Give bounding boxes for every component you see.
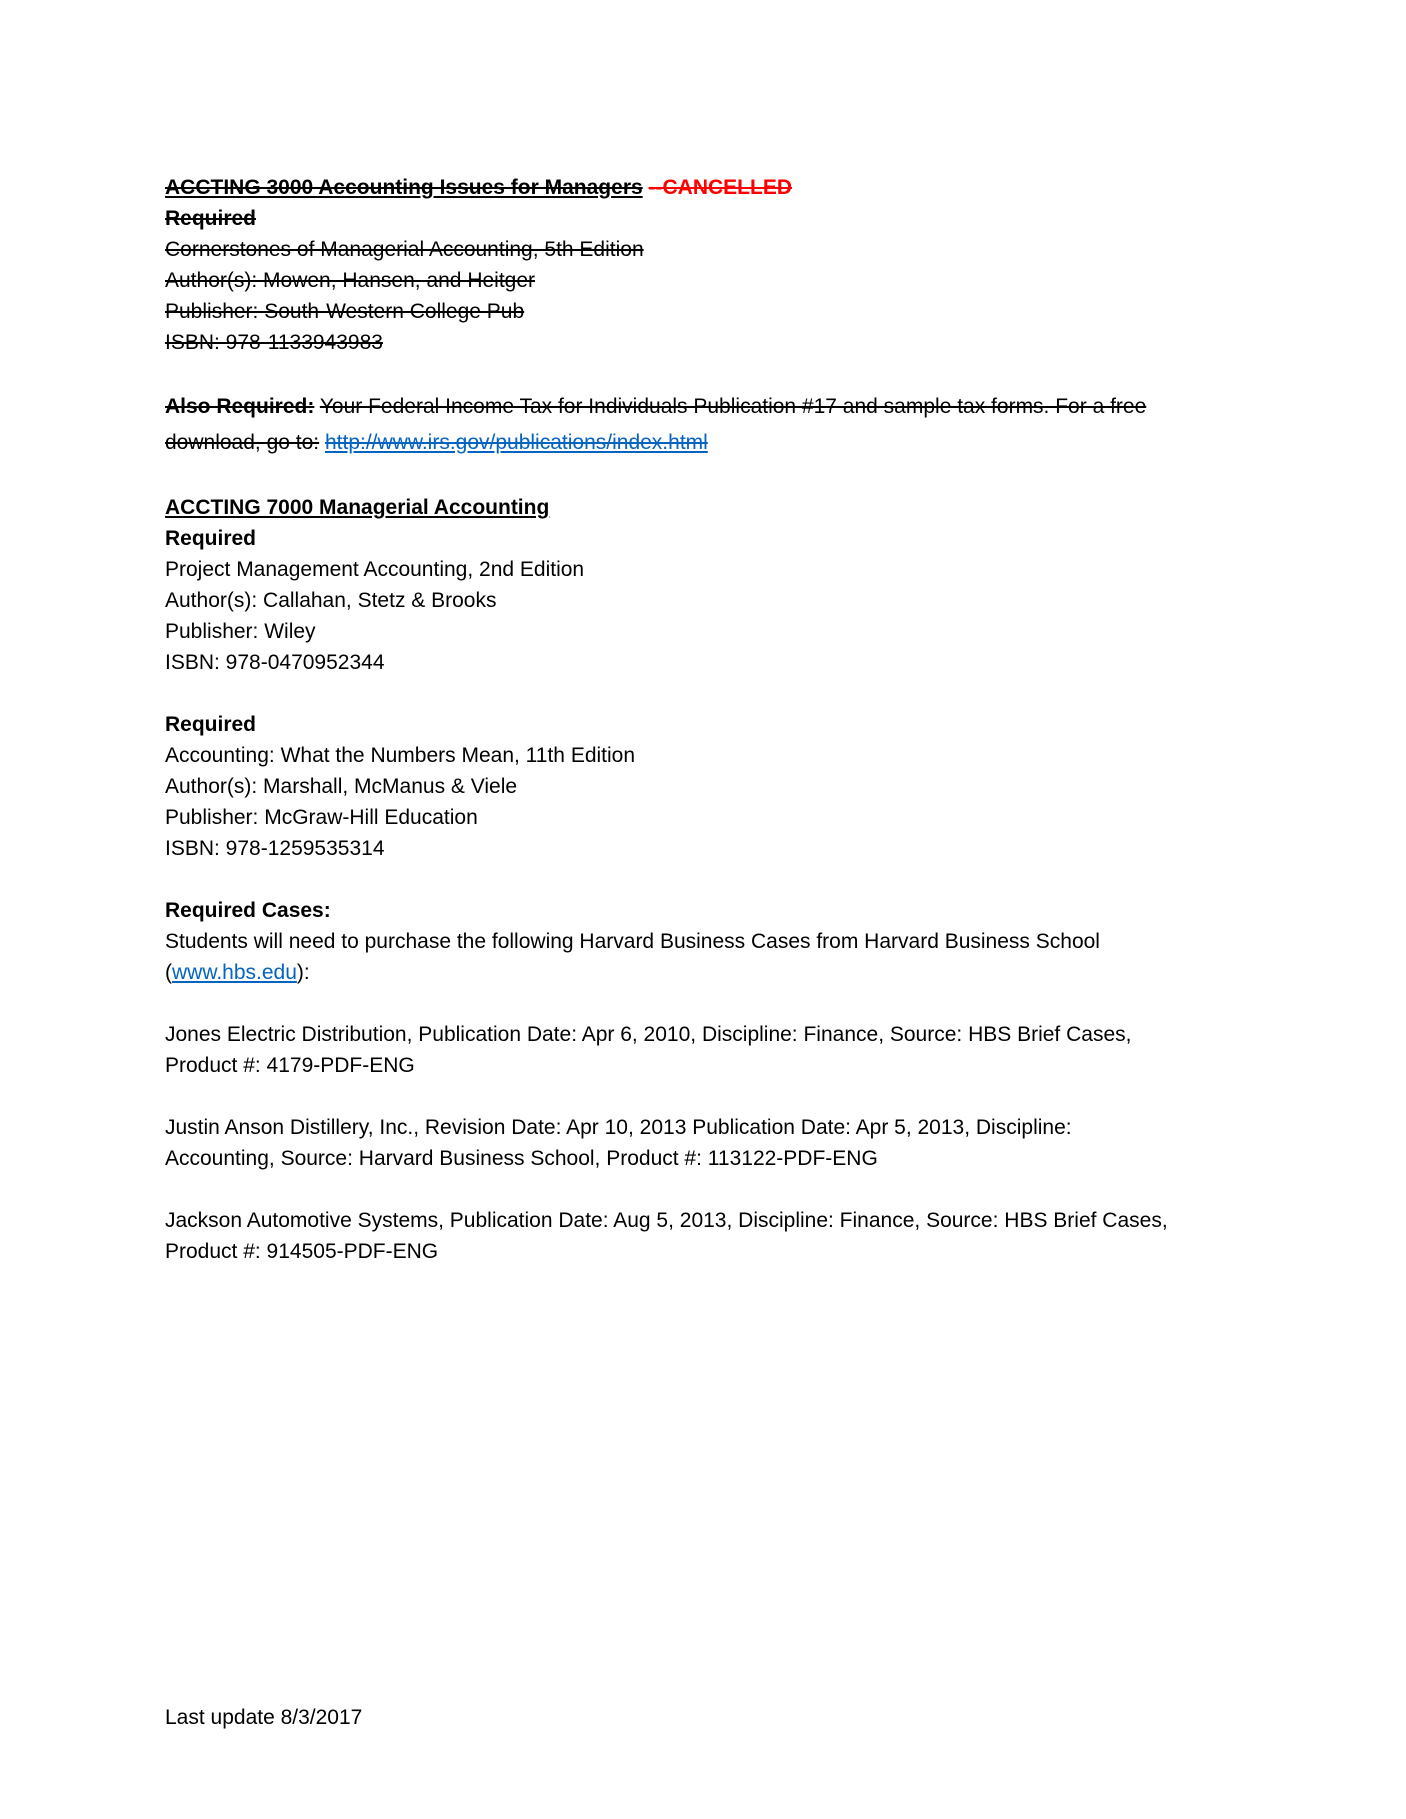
accting-3000-title: ACCTING 3000 Accounting Issues for Managers: [165, 176, 643, 199]
case-jones-line1: Jones Electric Distribution, Publication Date: Apr 6, 2010, Discipline: Finance, Source: HBS Brief Cases,: [165, 1023, 1132, 1046]
book-1-publisher: Publisher: Wiley: [165, 620, 316, 643]
irs-publications-link[interactable]: http://www.irs.gov/publications/index.html: [324, 431, 708, 454]
accting-3000-book-title: Cornerstones of Managerial Accounting, 5th Edition: [165, 238, 644, 261]
accting-3000-book-authors: Author(s): Mowen, Hansen, and Heitger: [165, 269, 536, 292]
book-2-title: Accounting: What the Numbers Mean, 11th Edition: [165, 744, 636, 767]
case-jones-electric: [165, 1019, 1325, 1081]
accting-3000-book-isbn: ISBN: 978-1133943983: [165, 331, 383, 354]
book-2-isbn: ISBN: 978-1259535314: [165, 837, 385, 860]
case-jackson-line2: Product #: 914505-PDF-ENG: [165, 1240, 439, 1263]
required-cases-intro: [165, 926, 1325, 988]
required-cases-label: Required Cases:: [165, 899, 331, 922]
last-update-note: Last update 8/3/2017: [165, 1706, 363, 1729]
case-justin-line2: Accounting, Source: Harvard Business School, Product #: 113122-PDF-ENG: [165, 1147, 878, 1170]
accting-7000-heading: ACCTING 7000 Managerial Accounting: [165, 496, 550, 519]
cancelled-badge: --CANCELLED: [648, 176, 792, 199]
also-required-paragraph: [165, 389, 1325, 461]
case-jackson-automotive: [165, 1205, 1325, 1267]
book-2-publisher: Publisher: McGraw-Hill Education: [165, 806, 478, 829]
paren-close: ):: [296, 961, 310, 984]
book-2-required-label: Required: [165, 713, 257, 736]
case-jackson-line1: Jackson Automotive Systems, Publication Date: Aug 5, 2013, Discipline: Finance, Source: HBS Brief Cases,: [165, 1209, 1168, 1232]
also-required-label: Also Required:: [165, 395, 315, 418]
cases-intro-text: Students will need to purchase the following Harvard Business Cases from Harvard Business School: [165, 930, 1100, 953]
case-justin-anson: [165, 1112, 1325, 1174]
hbs-link[interactable]: www.hbs.edu: [172, 961, 297, 984]
case-jones-line2: Product #: 4179-PDF-ENG: [165, 1054, 415, 1077]
book-1-required-label: Required: [165, 527, 257, 550]
book-1-title: Project Management Accounting, 2nd Edition: [165, 558, 585, 581]
accting-3000-heading: [165, 172, 1325, 203]
required-cases-block: [165, 895, 1325, 988]
paren-open: (: [165, 961, 172, 984]
document-content: [165, 172, 1325, 1298]
accting-7000-section: [165, 492, 1325, 678]
accting-7000-book-2-block: [165, 709, 1325, 864]
book-1-isbn: ISBN: 978-0470952344: [165, 651, 385, 674]
also-required-text-line1: Your Federal Income Tax for Individuals Publication #17 and sample tax forms. For a free: [319, 395, 1147, 418]
accting-3000-section: [165, 172, 1325, 358]
also-required-text-line2: download, go to:: [165, 431, 320, 454]
accting-3000-book-publisher: Publisher: South-Western College Pub: [165, 300, 525, 323]
accting-3000-required-label: Required: [165, 207, 257, 230]
book-1-authors: Author(s): Callahan, Stetz & Brooks: [165, 589, 497, 612]
book-2-authors: Author(s): Marshall, McManus & Viele: [165, 775, 518, 798]
case-justin-line1: Justin Anson Distillery, Inc., Revision Date: Apr 10, 2013 Publication Date: Apr 5, 2013, Discipline:: [165, 1116, 1072, 1139]
